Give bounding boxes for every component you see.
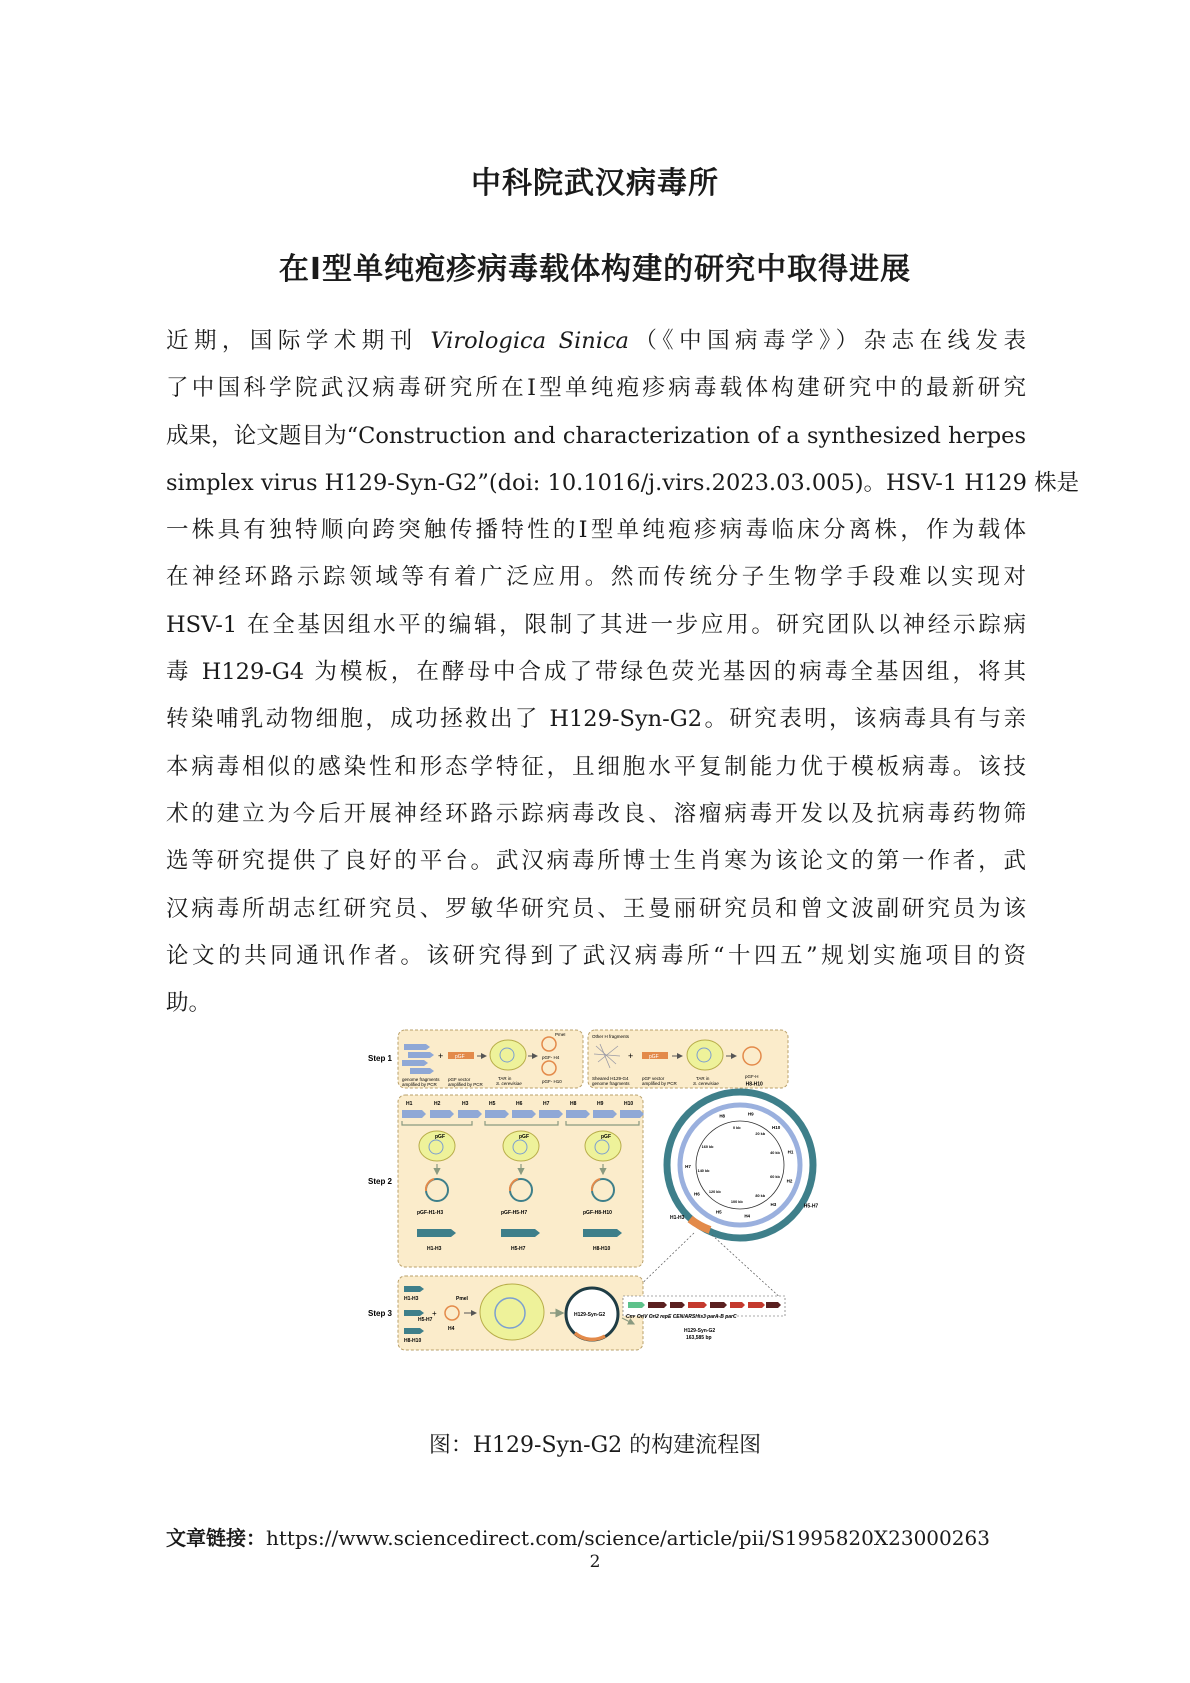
svg-text:pGF- H4: pGF- H4 [542,1055,560,1060]
ring-outer-label: H8-H10 [745,1081,763,1088]
ring-kb-label: 100 kb [730,1199,743,1204]
product-arrow [501,1229,540,1237]
ring-kb-label: 0 kb [732,1126,741,1131]
fragment-label: H7 [543,1101,550,1107]
ring-kb-label: 140 kb [697,1168,710,1173]
article-link-label: 文章链接： [166,1526,266,1550]
ring-inner-label: H4 [744,1213,751,1219]
ring-outer-label: H1-H3 [669,1215,685,1222]
title-line-2: 在Ⅰ型单纯疱疹病毒载体构建的研究中取得进展 [278,252,912,287]
title-line-1: 中科院武汉病毒所 [471,166,719,201]
paragraph-line: simplex virus H129-Syn-G2”(doi: 10.1016/j.virs.2023.03.005)。HSV-1 H129 株是 [166,469,1080,496]
fragment-arrow [512,1110,536,1118]
svg-text:amplified by PCR: amplified by PCR [448,1082,483,1087]
svg-text:Other H fragments: Other H fragments [592,1034,630,1039]
svg-text:amplified by PCR: amplified by PCR [402,1082,437,1087]
svg-text:TAR in: TAR in [498,1076,512,1081]
ring-kb-label: 160 kb [701,1145,714,1150]
fragment-arrow [539,1110,563,1118]
fragment-label: H2 [434,1101,441,1107]
svg-text:H8-H10: H8-H10 [404,1338,422,1344]
svg-text:H1-H3: H1-H3 [404,1296,419,1302]
ring-inner-label: H1 [787,1149,794,1155]
ring-inner-label: H5 [715,1209,722,1215]
svg-text:amplified by PCR: amplified by PCR [642,1081,677,1086]
step1-panel-b [588,1030,788,1088]
svg-text:pGF: pGF [649,1054,659,1060]
svg-text:H4: H4 [448,1326,455,1332]
construction-flowchart-figure [360,1028,850,1398]
svg-text:+: + [628,1051,634,1061]
fragment-arrow [485,1110,509,1118]
article-link [166,1522,990,1551]
ring-outer-label: H5-H7 [803,1203,819,1210]
fragment-arrow [620,1110,644,1118]
ring-kb-label: 120 kb [708,1190,721,1195]
svg-text:S. cerevisiae: S. cerevisiae [496,1081,522,1086]
pgf-label: pGF [601,1134,611,1140]
ring-inner-label: H8 [719,1113,726,1119]
fragment-label: H1 [406,1101,413,1107]
svg-text:genome fragments: genome fragments [592,1081,630,1086]
ring-inner-label: H2 [786,1178,793,1184]
svg-text:pGF vector: pGF vector [642,1076,665,1081]
ring-kb-label: 60 kb [770,1175,780,1179]
svg-text:+: + [438,1051,444,1061]
ring-kb-label: 40 kb [770,1151,780,1155]
fragment-arrow [566,1110,590,1118]
step2-panel [398,1095,644,1267]
fragment-label: H3 [462,1101,469,1107]
svg-text:+: + [432,1309,437,1318]
pgf-label: pGF [435,1134,445,1140]
plasmid-label: pGF-H1-H3 [417,1210,444,1216]
paragraph-line: 近期，国际学术期刊 Virologica Sinica（《中国病毒学》）杂志在线发表 [166,328,1026,354]
product-label: H1-H3 [427,1246,442,1252]
svg-text:163,585 bp: 163,585 bp [686,1335,712,1341]
pgf-label: pGF [519,1134,529,1140]
paragraph-line: 在神经环路示踪领域等有着广泛应用。然而传统分子生物学手段难以实现对 [166,564,1026,591]
figure-caption: 图：H129-Syn-G2 的构建流程图 [428,1433,762,1458]
cassette-genes: Cmʳ OriV Ori2 repE CEN/ARSHis3 parA-B parC [626,1314,737,1320]
fragment-label: H8 [570,1101,577,1107]
paragraph-line: 成果，论文题目为“Construction and characterization of a synthesized herpes [166,422,1026,449]
fragment-arrow [458,1110,482,1118]
product-arrow [583,1229,622,1237]
product-arrow [417,1229,456,1237]
svg-text:Sheared H129-G4: Sheared H129-G4 [592,1076,629,1081]
step2-label: Step 2 [368,1177,393,1186]
paragraph-line: 选等研究提供了良好的平台。武汉病毒所博士生肖寒为该论文的第一作者，武 [166,848,1026,875]
step3-panel [398,1276,643,1350]
step1-label: Step 1 [368,1054,393,1063]
paragraph-line: 了中国科学院武汉病毒研究所在Ⅰ型单纯疱疹病毒载体构建研究中的最新研究 [166,375,1026,402]
plasmid-label: pGF-H5-H7 [501,1210,528,1216]
paragraph-line: 论文的共同通讯作者。该研究得到了武汉病毒所“十四五”规划实施项目的资 [166,942,1026,969]
page-number: 2 [589,1552,601,1572]
product-label: H8-H10 [593,1246,611,1252]
ring-inner-label: H10 [771,1124,781,1130]
ring-inner-label: H6 [694,1191,700,1197]
fragment-arrow [402,1110,426,1118]
svg-text:TAR in: TAR in [696,1076,710,1081]
fragment-label: H10 [624,1101,634,1107]
paragraph-line: 一株具有独特顺向跨突触传播特性的Ⅰ型单纯疱疹病毒临床分离株，作为载体 [166,517,1026,544]
ring-inner-label: H7 [685,1163,691,1169]
svg-text:PmeI: PmeI [456,1296,468,1302]
genome-ring-map [667,1082,818,1238]
paragraph-line: 本病毒相似的感染性和形态学特征，且细胞水平复制能力优于模板病毒。该技 [166,753,1026,780]
cassette-map [622,1296,785,1341]
journal-name: Virologica Sinica [430,328,629,354]
product-label: H5-H7 [511,1246,526,1252]
article-link-url[interactable]: https://www.sciencedirect.com/science/article/pii/S1995820X23000263 [266,1526,990,1550]
svg-text:H5-H7: H5-H7 [418,1317,433,1323]
svg-text:H129-Syn-G2: H129-Syn-G2 [684,1328,716,1334]
svg-text:pGF: pGF [455,1054,465,1060]
paragraph-line: 毒 H129-G4 为模板，在酵母中合成了带绿色荧光基因的病毒全基因组，将其 [166,659,1026,686]
ring-inner-label: H3 [770,1201,777,1207]
svg-text:genome fragments: genome fragments [402,1077,440,1082]
ring-inner-label: H9 [747,1111,754,1117]
article-paragraph [166,318,1080,1027]
svg-text:pGF-H: pGF-H [745,1074,759,1079]
paragraph-line: 术的建立为今后开展神经环路示踪病毒改良、溶瘤病毒开发以及抗病毒药物筛 [166,800,1026,827]
paragraph-line: 转染哺乳动物细胞，成功拯救出了 H129-Syn-G2。研究表明，该病毒具有与亲 [166,706,1026,733]
paragraph-line: HSV-1 在全基因组水平的编辑，限制了其进一步应用。研究团队以神经示踪病 [166,611,1026,638]
svg-text:pGF- H10: pGF- H10 [542,1079,562,1084]
plasmid-label: pGF-H8-H10 [583,1210,612,1216]
svg-text:pGF vector: pGF vector [448,1077,471,1082]
svg-text:S. cerevisiae: S. cerevisiae [693,1081,719,1086]
fragment-label: H5 [489,1101,496,1107]
fragment-label: H6 [516,1101,523,1107]
paragraph-line: 汉病毒所胡志红研究员、罗敏华研究员、王曼丽研究员和曾文波副研究员为该 [166,895,1026,922]
paragraph-line: 助。 [166,990,212,1017]
svg-text:H129-Syn-G2: H129-Syn-G2 [574,1312,606,1318]
fragment-arrow [430,1110,454,1118]
ring-kb-label: 80 kb [755,1194,766,1198]
step1-panel-a [398,1030,583,1088]
fragment-label: H9 [597,1101,604,1107]
fragment-arrow [593,1110,617,1118]
svg-text:PmeI: PmeI [555,1032,566,1037]
ring-kb-label: 20 kb [755,1132,766,1136]
step3-label: Step 3 [368,1309,393,1318]
